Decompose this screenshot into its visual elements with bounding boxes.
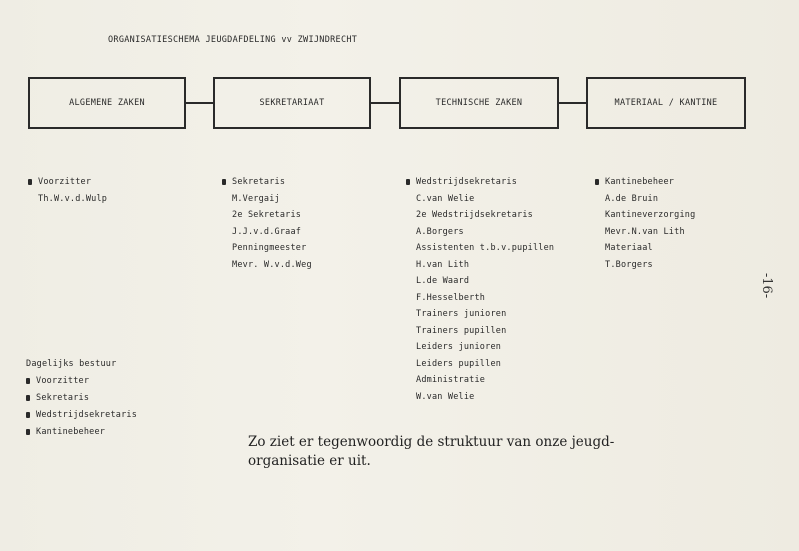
role-text: A.Borgers xyxy=(416,226,464,237)
daily-board xyxy=(26,356,137,441)
role-text: Trainers pupillen xyxy=(416,325,507,336)
bullet-icon xyxy=(595,179,599,185)
role-text: Penningmeester xyxy=(232,243,307,253)
role-entry xyxy=(406,207,554,224)
column-sekretariaat xyxy=(222,174,312,273)
role-entry xyxy=(595,240,695,257)
role-entry xyxy=(595,224,695,241)
role-text: H.van Lith xyxy=(416,259,470,270)
role-text: L.de Waard xyxy=(416,276,470,286)
role-entry xyxy=(406,174,554,191)
role-text: Trainers junioren xyxy=(416,309,507,319)
role-entry xyxy=(595,207,695,224)
daily-board-text: Kantinebeheer xyxy=(36,427,106,437)
role-text: Mevr. W.v.d.Weg xyxy=(232,259,312,270)
box-label: MATERIAAL / KANTINE xyxy=(614,98,718,108)
role-text: W.van Welie xyxy=(416,391,475,402)
daily-board-item xyxy=(26,407,137,424)
bullet-icon xyxy=(222,179,226,185)
role-entry xyxy=(222,207,312,224)
daily-board-text: Voorzitter xyxy=(36,376,90,386)
role-text: Voorzitter xyxy=(38,177,92,187)
connector-line xyxy=(186,102,213,104)
daily-board-item xyxy=(26,373,137,390)
box-label: ALGEMENE ZAKEN xyxy=(69,98,145,108)
role-text: Kantineverzorging xyxy=(605,210,696,220)
bullet-icon xyxy=(28,179,32,185)
box-label: SEKRETARIAAT xyxy=(259,98,325,108)
box-materiaal-kantine xyxy=(586,77,746,129)
role-text: Leiders pupillen xyxy=(416,358,502,369)
role-text: F.Hesselberth xyxy=(416,292,486,303)
role-entry xyxy=(406,191,554,208)
role-entry xyxy=(406,323,554,340)
role-text: Mevr.N.van Lith xyxy=(605,226,685,237)
role-text: Th.W.v.d.Wulp xyxy=(38,193,108,204)
role-entry xyxy=(222,240,312,257)
role-text: Materiaal xyxy=(605,243,653,253)
daily-board-item xyxy=(26,390,137,407)
role-entry xyxy=(406,290,554,307)
role-text: T.Borgers xyxy=(605,259,653,270)
role-text: Kantinebeheer xyxy=(605,177,675,187)
column-technische-zaken xyxy=(406,174,554,405)
role-entry xyxy=(28,174,107,191)
role-entry xyxy=(406,224,554,241)
column-materiaal-kantine xyxy=(595,174,695,273)
role-text: Leiders junioren xyxy=(416,342,502,352)
role-entry xyxy=(222,174,312,191)
role-entry xyxy=(406,240,554,257)
role-text: 2e Sekretaris xyxy=(232,210,302,220)
role-text: 2e Wedstrijdsekretaris xyxy=(416,210,533,220)
role-entry xyxy=(595,191,695,208)
role-entry xyxy=(222,257,312,274)
column-algemene-zaken xyxy=(28,174,107,207)
role-entry xyxy=(595,174,695,191)
bullet-icon xyxy=(26,429,30,435)
daily-board-heading: Dagelijks bestuur xyxy=(26,359,117,369)
role-entry xyxy=(406,372,554,389)
page-number: -16- xyxy=(759,272,775,299)
role-entry xyxy=(406,257,554,274)
box-algemene-zaken xyxy=(28,77,186,129)
role-text: Wedstrijdsekretaris xyxy=(416,177,518,187)
role-entry xyxy=(28,191,107,208)
role-entry xyxy=(406,356,554,373)
role-entry xyxy=(406,306,554,323)
role-text: A.de Bruin xyxy=(605,193,659,204)
connector-line xyxy=(371,102,399,104)
bullet-icon xyxy=(26,395,30,401)
daily-board-text: Sekretaris xyxy=(36,393,90,403)
box-label: TECHNISCHE ZAKEN xyxy=(435,98,523,108)
role-entry xyxy=(222,191,312,208)
bullet-icon xyxy=(406,179,410,185)
box-technische-zaken xyxy=(399,77,559,129)
connector-line xyxy=(559,102,586,104)
role-entry xyxy=(595,257,695,274)
role-text: Administratie xyxy=(416,375,486,385)
role-text: M.Vergaij xyxy=(232,193,280,204)
role-entry xyxy=(406,273,554,290)
role-text: C.van Welie xyxy=(416,193,475,204)
role-text: Assistenten t.b.v.pupillen xyxy=(416,243,555,253)
daily-board-item xyxy=(26,424,137,441)
role-text: Sekretaris xyxy=(232,177,286,187)
chart-title: ORGANISATIESCHEMA JEUGDAFDELING vv ZWIJNDRECHT xyxy=(108,35,358,45)
role-entry xyxy=(406,339,554,356)
role-text: J.J.v.d.Graaf xyxy=(232,226,302,237)
box-sekretariaat xyxy=(213,77,371,129)
bullet-icon xyxy=(26,378,30,384)
footer-caption: Zo ziet er tegenwoordig de struktuur van onze jeugd-organisatie er uit. xyxy=(248,434,615,469)
role-entry xyxy=(222,224,312,241)
daily-board-text: Wedstrijdsekretaris xyxy=(36,410,138,420)
bullet-icon xyxy=(26,412,30,418)
role-entry xyxy=(406,389,554,406)
